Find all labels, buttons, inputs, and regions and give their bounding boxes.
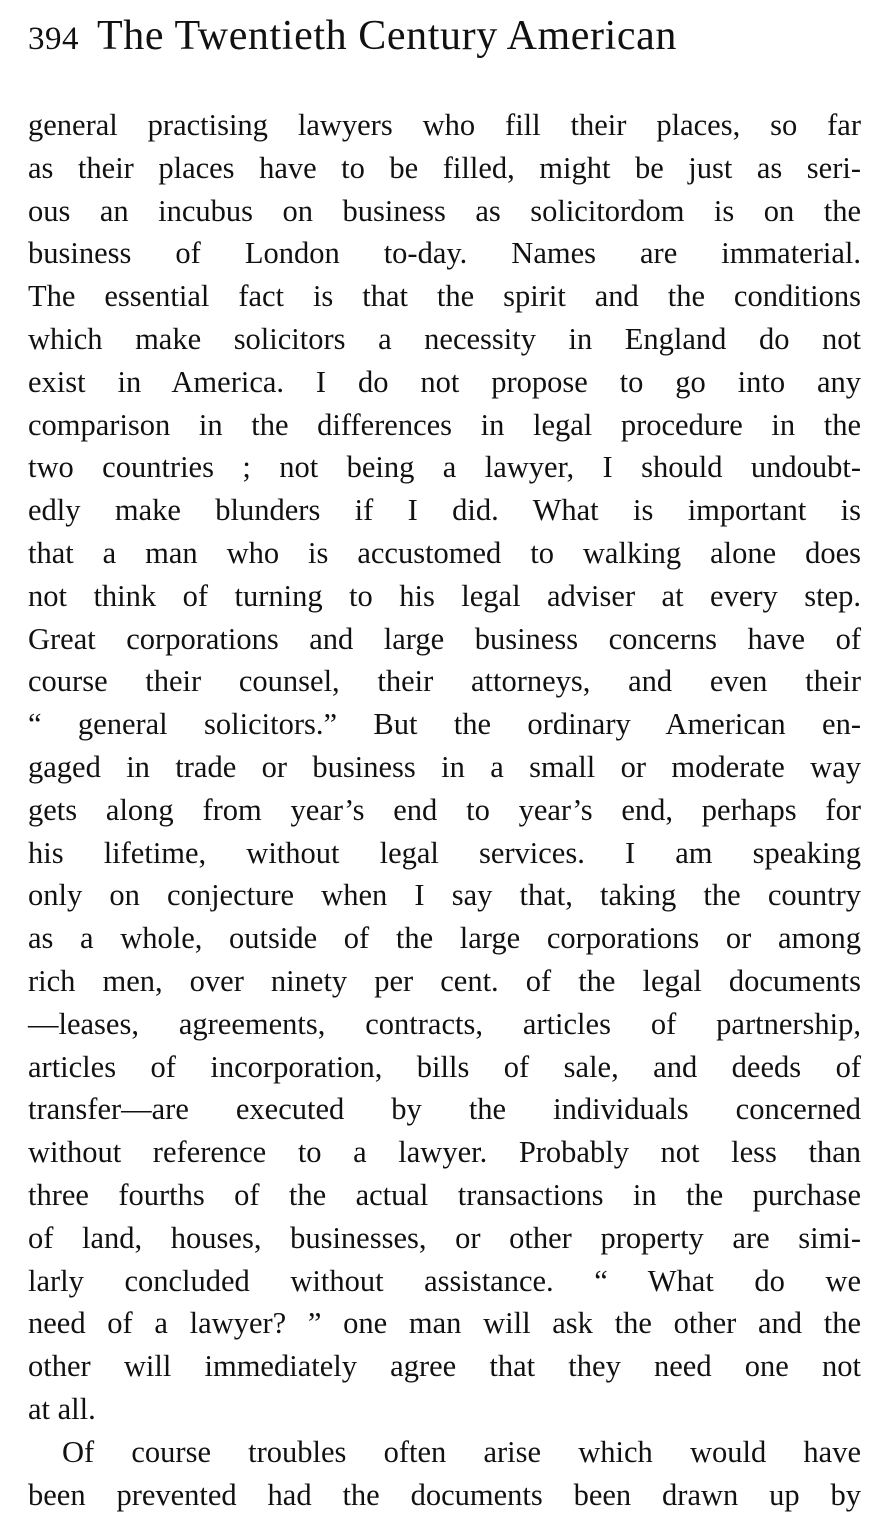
text-line: only on conjecture when I say that, taking the country (28, 878, 861, 913)
text-line: course their counsel, their attorneys, and even their (28, 664, 861, 699)
text-line: gets along from year’s end to year’s end, perhaps for (28, 792, 861, 827)
text-line: Great corporations and large business concerns have of (28, 621, 861, 656)
body-text (28, 104, 861, 1516)
text-line: general practising lawyers who fill their places, so far (28, 108, 861, 142)
text-line: The essential fact is that the spirit and the conditions (28, 279, 861, 314)
text-line: business of London to-day. Names are immaterial. (28, 236, 861, 271)
text-line: ous an incubus on business as solicitordom is on the (28, 193, 861, 228)
text-line: edly make blunders if I did. What is important is (28, 493, 861, 528)
paragraph-1 (28, 104, 861, 1431)
running-title: The Twentieth Century American (97, 13, 677, 59)
text-line: as a whole, outside of the large corporations or among (28, 921, 861, 956)
text-line: comparison in the differences in legal procedure in the (28, 407, 861, 442)
text-line: of land, houses, businesses, or other property are simi- (28, 1220, 861, 1255)
text-line: exist in America. I do not propose to go into any (28, 364, 861, 399)
text-line: his lifetime, without legal services. I am speaking (28, 835, 861, 870)
text-line: other will immediately agree that they need one not (28, 1349, 861, 1384)
text-line: without reference to a lawyer. Probably not less than (28, 1135, 861, 1170)
text-line: that a man who is accustomed to walking alone does (28, 535, 861, 570)
text-line: three fourths of the actual transactions in the purchase (28, 1177, 861, 1212)
text-line: at all. (28, 1391, 96, 1426)
text-line: articles of incorporation, bills of sale, and deeds of (28, 1049, 861, 1084)
text-line: —leases, agreements, contracts, articles of partnership, (28, 1006, 861, 1041)
text-line: gaged in trade or business in a small or moderate way (28, 749, 861, 784)
text-line: which make solicitors a necessity in England do not (28, 321, 861, 356)
page-header (28, 12, 861, 60)
text-line: “ general solicitors.” But the ordinary American en- (28, 707, 861, 742)
text-line: as their places have to be filled, might be just as seri- (28, 150, 861, 185)
text-line: not think of turning to his legal adviser at every step. (28, 578, 861, 613)
text-line: been prevented had the documents been drawn up by (28, 1477, 861, 1512)
text-line: Of course troubles often arise which would have (62, 1434, 861, 1469)
text-line: transfer—are executed by the individuals concerned (28, 1092, 861, 1127)
text-line: larly concluded without assistance. “ What do we (28, 1263, 861, 1298)
page-number: 394 (28, 21, 79, 57)
text-line: rich men, over ninety per cent. of the legal documents (28, 963, 861, 998)
paragraph-2 (28, 1431, 861, 1517)
text-line: need of a lawyer? ” one man will ask the other and the (28, 1306, 861, 1341)
text-line: two countries ; not being a lawyer, I should undoubt- (28, 450, 861, 485)
